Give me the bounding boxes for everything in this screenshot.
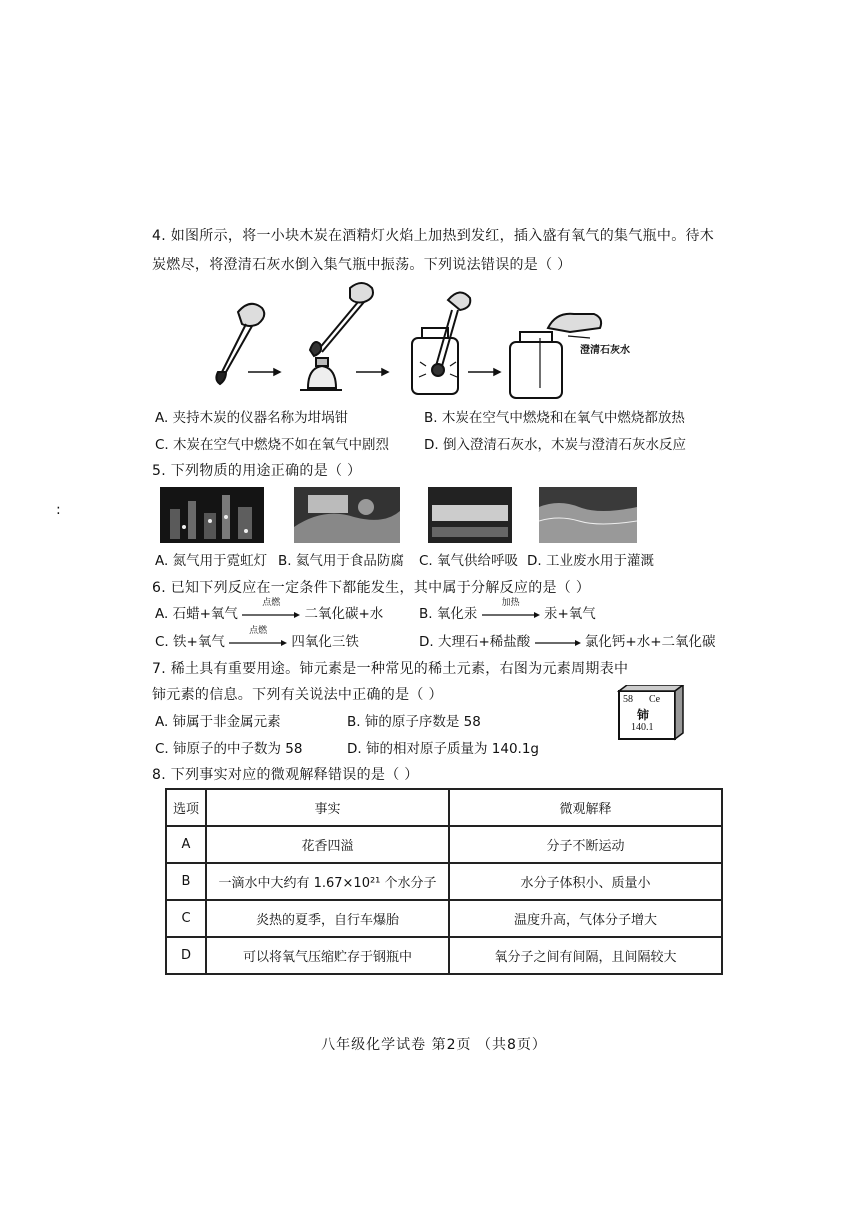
table-cell: 炎热的夏季，自行车爆胎 xyxy=(206,900,449,937)
reaction-arrow xyxy=(535,635,581,649)
q5-stem: 5. 下列物质的用途正确的是（ ） xyxy=(152,463,362,479)
column-header: 事实 xyxy=(206,789,449,826)
q7-option-d: D. 铈的相对原子质量为 140.1g xyxy=(347,741,539,757)
reaction-condition: 点燃 xyxy=(262,598,281,608)
reactants: C. 铁+氧气 xyxy=(155,634,225,650)
table-header-row xyxy=(166,789,722,826)
gas-bottle-icon xyxy=(412,292,470,394)
reaction-arrow xyxy=(482,598,540,621)
reaction-condition: 加热 xyxy=(501,598,520,608)
q6-option-b xyxy=(419,598,596,624)
table-row xyxy=(166,937,722,974)
products: 汞+氧气 xyxy=(543,606,596,622)
food-packaging-photo xyxy=(294,487,400,543)
reaction-arrow xyxy=(229,626,287,649)
table-cell: 水分子体积小、质量小 xyxy=(449,863,722,900)
reaction-condition: 点燃 xyxy=(249,626,268,636)
step-arrow-icon xyxy=(248,369,280,375)
table-cell: 一滴水中大约有 1.67×10²¹ 个水分子 xyxy=(206,863,449,900)
table-row xyxy=(166,900,722,937)
q5-option-c: C. 氧气供给呼吸 xyxy=(419,553,519,569)
table-cell: 分子不断运动 xyxy=(449,826,722,863)
table-row xyxy=(166,863,722,900)
table-cell: 可以将氧气压缩贮存于钢瓶中 xyxy=(206,937,449,974)
column-header: 微观解释 xyxy=(449,789,722,826)
table-cell: 花香四溢 xyxy=(206,826,449,863)
atomic-mass: 140.1 xyxy=(631,722,654,733)
q4-stem-line2: 炭燃尽，将澄清石灰水倒入集气瓶中振荡。下列说法错误的是（ ） xyxy=(152,257,572,273)
table-cell: C xyxy=(166,900,206,937)
table-row xyxy=(166,826,722,863)
table-cell: 氧分子之间有间隔，且间隔较大 xyxy=(449,937,722,974)
q4-option-d: D. 倒入澄清石灰水，木炭与澄清石灰水反应 xyxy=(424,437,686,453)
q7-option-a: A. 铈属于非金属元素 xyxy=(155,714,281,730)
q4-option-c: C. 木炭在空气中燃烧不如在氧气中剧烈 xyxy=(155,437,390,453)
table-cell: D xyxy=(166,937,206,974)
reaction-arrow xyxy=(242,598,300,621)
atomic-number: 58 xyxy=(623,694,633,705)
welding-photo xyxy=(428,487,512,543)
step-arrow-icon xyxy=(356,369,388,375)
element-name: 铈 xyxy=(637,708,650,722)
table-cell: 温度升高，气体分子增大 xyxy=(449,900,722,937)
q8-stem: 8. 下列事实对应的微观解释错误的是（ ） xyxy=(152,767,419,783)
reactants: D. 大理石+稀盐酸 xyxy=(419,634,531,650)
q5-option-b: B. 氦气用于食品防腐 xyxy=(278,553,404,569)
q7-option-c: C. 铈原子的中子数为 58 xyxy=(155,741,303,757)
q6-option-c xyxy=(155,626,359,652)
reactants: B. 氧化汞 xyxy=(419,606,478,622)
neon-lights-photo xyxy=(160,487,264,543)
products: 氯化钙+水+二氧化碳 xyxy=(584,634,716,650)
reactants: A. 石蜡+氧气 xyxy=(155,606,238,622)
margin-mark: : xyxy=(56,502,61,518)
q4-option-b: B. 木炭在空气中燃烧和在氧气中燃烧都放热 xyxy=(424,410,685,426)
cerium-element-card xyxy=(617,685,683,739)
q7-option-b: B. 铈的原子序数是 58 xyxy=(347,714,481,730)
page-footer: 八年级化学试卷 第2页 （共8页） xyxy=(321,1037,547,1053)
q8-table xyxy=(165,788,723,975)
step-arrow-icon xyxy=(468,369,500,375)
q5-option-a: A. 氮气用于霓虹灯 xyxy=(155,553,268,569)
q7-stem-line2: 铈元素的信息。下列有关说法中正确的是（ ） xyxy=(152,687,443,703)
q4-option-a: A. 夹持木炭的仪器名称为坩埚钳 xyxy=(155,410,349,426)
q4-stem-line1: 4. 如图所示，将一小块木炭在酒精灯火焰上加热到发红，插入盛有氧气的集气瓶中。待木 xyxy=(152,228,715,244)
limewater-label: 澄清石灰水 xyxy=(580,345,630,356)
wastewater-photo xyxy=(539,487,637,543)
alcohol-lamp-icon xyxy=(300,283,373,390)
q6-option-d xyxy=(419,632,716,652)
table-cell: B xyxy=(166,863,206,900)
table-cell: A xyxy=(166,826,206,863)
column-header: 选项 xyxy=(166,789,206,826)
products: 四氧化三铁 xyxy=(291,634,359,650)
q5-option-d: D. 工业废水用于灌溉 xyxy=(527,553,654,569)
q6-stem: 6. 已知下列反应在一定条件下都能发生，其中属于分解反应的是（ ） xyxy=(152,580,591,596)
q7-stem-line1: 7. 稀土具有重要用途。铈元素是一种常见的稀土元素，右图为元素周期表中 xyxy=(152,661,629,677)
element-symbol: Ce xyxy=(649,694,661,705)
q6-option-a xyxy=(155,598,384,624)
products: 二氧化碳+水 xyxy=(304,606,384,622)
